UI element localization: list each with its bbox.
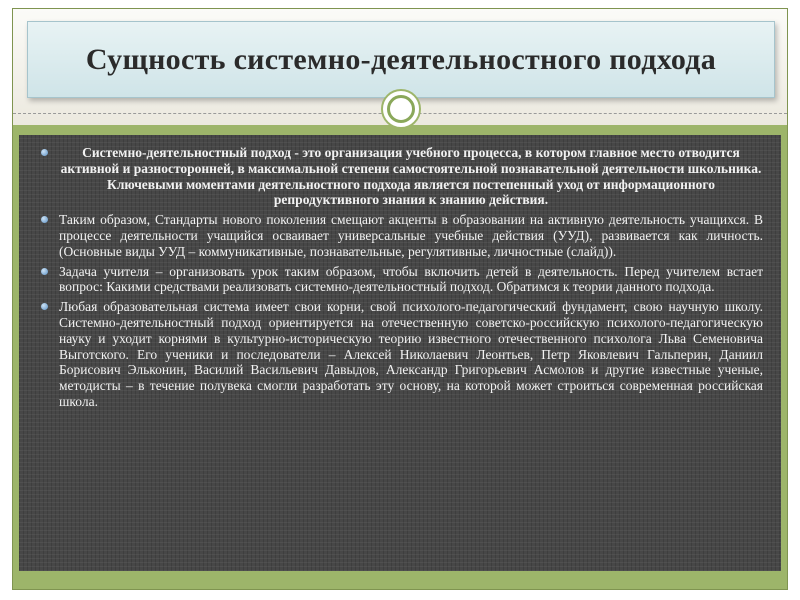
bullet-icon xyxy=(41,149,48,156)
list-item xyxy=(33,299,763,410)
list-item xyxy=(33,212,763,259)
bullet-icon xyxy=(41,216,48,223)
bullet-list xyxy=(19,135,781,410)
paragraph-text: Системно-деятельностный подход - это организация учебного процесса, в котором главное место отводится активной и разносторонней, в максимальной степени самостоятельной познавательной деятельности школьника. Ключевыми моментами деятельностного подхода является постепенный уход от информационного репродуктивного знания к знанию действия. xyxy=(60,145,762,208)
paragraph-text: Любая образовательная система имеет свои корни, свой психолого-педагогический фундамент, свою научную школу. Системно-деятельностный подход ориентируется на отечественную советско-российскую психолого-педагогическую науку и уходит корнями в культурно-историческую теорию известного отечественного психолога Льва Семеновича Выготского. Его ученики и последователи – Алексей Николаевич Леонтьев, Петр Яковлевич Гальперин, Даниил Борисович Эльконин, Василий Васильевич Давыдов, Александр Григорьевич Асмолов и другие известные ученые, методисты – в течение полувека смогли разработать эту основу, на которой может строиться современная российская школа. xyxy=(59,299,763,409)
slide-title: Сущность системно-деятельностного подхода xyxy=(85,42,717,76)
list-item xyxy=(33,145,763,208)
paragraph-text: Задача учителя – организовать урок таким образом, чтобы включить детей в деятельность. Перед учителем встает вопрос: Какими средствами реализовать системно-деятельностный подход. Обратимся к теории данного подхода. xyxy=(59,263,763,295)
circle-ornament-icon xyxy=(381,89,421,129)
bullet-icon xyxy=(41,303,48,310)
paragraph-text: Таким образом, Стандарты нового поколения смещают акценты в образовании на активную деятельность учащихся. В процессе деятельности учащийся осваивает универсальные учебные действия (УУД), развивается как личность. (Основные виды УУД – коммуникативные, познавательные, регулятивные, личностные (слайд)). xyxy=(59,212,763,259)
ring-icon xyxy=(387,95,415,123)
content-area xyxy=(19,135,781,571)
list-item xyxy=(33,264,763,296)
title-box xyxy=(27,21,775,98)
slide xyxy=(12,8,788,590)
bullet-icon xyxy=(41,268,48,275)
